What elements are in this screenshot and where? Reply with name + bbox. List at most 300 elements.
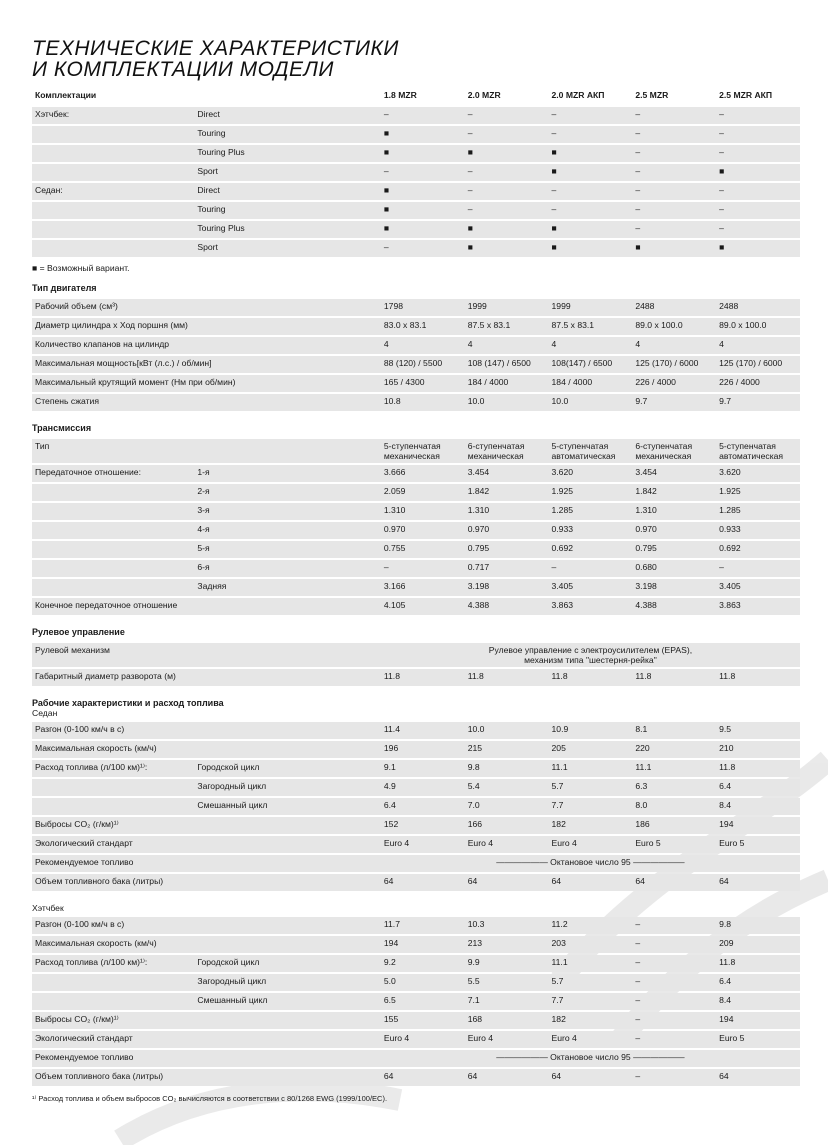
gear-label: 2-я	[194, 484, 381, 501]
fuel-consumption-row	[32, 955, 800, 972]
value-cell: 1999	[549, 299, 633, 316]
value-cell: 11.1	[549, 760, 633, 777]
fuel-consumption-row	[32, 760, 800, 777]
value-cell: 168	[465, 1012, 549, 1029]
row-label: Расход топлива (л/100 км)¹⁾:	[32, 760, 194, 777]
row-label	[32, 579, 194, 596]
engine-row	[32, 337, 800, 354]
row-label: Максимальная скорость (км/ч)	[32, 936, 381, 953]
gear-ratio-row	[32, 541, 800, 558]
row-label: Разгон (0-100 км/ч в с)	[32, 917, 381, 934]
value-cell: 1.285	[549, 503, 633, 520]
fuel-consumption-row	[32, 779, 800, 796]
value-cell: 213	[465, 936, 549, 953]
value-cell: Euro 4	[549, 1031, 633, 1048]
row-label	[32, 779, 194, 796]
value-cell: 3.405	[549, 579, 633, 596]
value-cell: 3.620	[549, 465, 633, 482]
hatch-subheading: Хэтчбек	[32, 903, 64, 913]
value-cell: –	[632, 145, 716, 162]
legend: ■ = Возможный вариант.	[32, 263, 130, 273]
engine-row	[32, 356, 800, 373]
engine-heading: Тип двигателя	[32, 283, 97, 293]
value-cell: 8.1	[632, 722, 716, 739]
trim-name: Touring Plus	[194, 145, 381, 162]
value-cell: 203	[549, 936, 633, 953]
value-cell: –	[632, 1012, 716, 1029]
value-cell: Euro 5	[716, 836, 800, 853]
row-label	[32, 798, 194, 815]
value-cell: 194	[716, 1012, 800, 1029]
row-label: Передаточное отношение:	[32, 465, 194, 482]
hatch-performance-table	[32, 915, 800, 1088]
value-cell: 2488	[632, 299, 716, 316]
value-cell: 4	[381, 337, 465, 354]
steering-table	[32, 641, 800, 688]
row-label	[32, 484, 194, 501]
cycle-label: Смешанный цикл	[194, 993, 381, 1010]
value-cell: 210	[716, 741, 800, 758]
value-cell: 4.388	[465, 598, 549, 615]
value-cell: Euro 4	[465, 836, 549, 853]
value-cell: 6.4	[381, 798, 465, 815]
model-header: 2.5 MZR АКП	[719, 90, 773, 100]
value-cell: 9.8	[465, 760, 549, 777]
value-cell: 87.5 x 83.1	[465, 318, 549, 335]
value-cell: 1.310	[632, 503, 716, 520]
gear-label: Задняя	[194, 579, 381, 596]
value-cell: 1.842	[465, 484, 549, 501]
value-cell: 0.692	[549, 541, 633, 558]
row-label	[32, 503, 194, 520]
page-title	[32, 38, 796, 80]
spec-table	[32, 86, 800, 259]
row-label: Конечное передаточное отношение	[32, 598, 381, 615]
value-cell: 7.1	[465, 993, 549, 1010]
fuel-tank-row	[32, 874, 800, 891]
value-cell: 5.7	[549, 779, 633, 796]
value-cell: 10.9	[549, 722, 633, 739]
value-cell: –	[381, 164, 465, 181]
value-cell: 5-ступенчатая механическая	[381, 439, 465, 463]
row-label: Тип	[32, 439, 381, 463]
value-cell: 4	[465, 337, 549, 354]
value-cell: 0.970	[381, 522, 465, 539]
steering-line-2: механизм типа "шестерня-рейка"	[524, 655, 657, 665]
row-label: Рулевой механизм	[32, 643, 381, 667]
recommended-fuel-value: —————— Октановое число 95 ——————	[381, 855, 800, 872]
value-cell: 220	[632, 741, 716, 758]
row-label	[32, 541, 194, 558]
gear-ratio-row	[32, 522, 800, 539]
value-cell: ■	[549, 164, 633, 181]
value-cell: 0.680	[632, 560, 716, 577]
value-cell: 11.1	[549, 955, 633, 972]
value-cell: –	[632, 1069, 716, 1086]
value-cell: 89.0 x 100.0	[632, 318, 716, 335]
value-cell: 64	[549, 1069, 633, 1086]
row-label: Степень сжатия	[32, 394, 381, 411]
row-label: Разгон (0-100 км/ч в с)	[32, 722, 381, 739]
fuel-consumption-row	[32, 974, 800, 991]
row-label: Количество клапанов на цилиндр	[32, 337, 381, 354]
value-cell: 9.7	[632, 394, 716, 411]
value-cell: 6.4	[716, 779, 800, 796]
value-cell: 3.198	[465, 579, 549, 596]
value-cell: 3.166	[381, 579, 465, 596]
recommended-fuel-value: —————— Октановое число 95 ——————	[381, 1050, 800, 1067]
row-label: Диаметр цилиндра х Ход поршня (мм)	[32, 318, 381, 335]
value-cell: 3.198	[632, 579, 716, 596]
value-cell: –	[549, 107, 633, 124]
steering-mechanism-value	[381, 643, 800, 667]
value-cell: 10.0	[465, 394, 549, 411]
trim-name: Touring Plus	[194, 221, 381, 238]
value-cell: 226 / 4000	[632, 375, 716, 392]
value-cell: 1.925	[549, 484, 633, 501]
value-cell: 64	[716, 874, 800, 891]
value-cell: 11.8	[381, 669, 465, 686]
model-header: 2.0 MZR	[467, 90, 501, 100]
value-cell: –	[632, 202, 716, 219]
value-cell: 184 / 4000	[549, 375, 633, 392]
cycle-label: Загородный цикл	[194, 779, 381, 796]
value-cell: 0.795	[632, 541, 716, 558]
value-cell: 165 / 4300	[381, 375, 465, 392]
value-cell: 5.7	[549, 974, 633, 991]
gear-ratio-row	[32, 503, 800, 520]
value-cell: 1.925	[716, 484, 800, 501]
value-cell: 209	[716, 936, 800, 953]
value-cell: ■	[381, 145, 465, 162]
value-cell: 8.0	[632, 798, 716, 815]
value-cell: 10.8	[381, 394, 465, 411]
value-cell: 11.8	[632, 669, 716, 686]
trims-header: Комплектации	[35, 90, 97, 100]
value-cell: 89.0 x 100.0	[716, 318, 800, 335]
row-label: Максимальный крутящий момент (Нм при об/мин)	[32, 375, 381, 392]
value-cell: Euro 5	[632, 836, 716, 853]
row-label	[32, 974, 194, 991]
value-cell: Euro 4	[381, 836, 465, 853]
row-label: Выбросы CO₂ (г/км)¹⁾	[32, 817, 381, 834]
turning-circle-row	[32, 669, 800, 686]
value-cell: 64	[549, 874, 633, 891]
value-cell: –	[632, 221, 716, 238]
value-cell: 11.8	[716, 760, 800, 777]
value-cell: 0.692	[716, 541, 800, 558]
co2-row	[32, 1012, 800, 1029]
value-cell: –	[381, 560, 465, 577]
value-cell: 3.454	[632, 465, 716, 482]
value-cell: ■	[381, 202, 465, 219]
value-cell: 0.970	[632, 522, 716, 539]
value-cell: 4	[549, 337, 633, 354]
recommended-fuel-row	[32, 1050, 800, 1067]
gear-label: 3-я	[194, 503, 381, 520]
value-cell: 11.8	[716, 955, 800, 972]
value-cell: 215	[465, 741, 549, 758]
fuel-consumption-row	[32, 993, 800, 1010]
value-cell: 3.863	[549, 598, 633, 615]
model-header: 2.0 MZR АКП	[551, 90, 605, 100]
value-cell: 11.8	[716, 669, 800, 686]
value-cell: 155	[381, 1012, 465, 1029]
trim-name: Direct	[194, 107, 381, 124]
value-cell: Euro 5	[716, 1031, 800, 1048]
value-cell: 64	[716, 1069, 800, 1086]
row-label: Выбросы CO₂ (г/км)¹⁾	[32, 1012, 381, 1029]
row-label	[32, 560, 194, 577]
value-cell: –	[632, 993, 716, 1010]
value-cell: 9.1	[381, 760, 465, 777]
value-cell: 4	[716, 337, 800, 354]
value-cell: 3.863	[716, 598, 800, 615]
value-cell: 5.0	[381, 974, 465, 991]
trim-row	[32, 221, 800, 238]
value-cell: 182	[549, 817, 633, 834]
value-cell: 194	[716, 817, 800, 834]
gear-ratio-row	[32, 484, 800, 501]
value-cell: 8.4	[716, 993, 800, 1010]
trim-row	[32, 202, 800, 219]
value-cell: Euro 4	[465, 1031, 549, 1048]
steering-mechanism-row	[32, 643, 800, 667]
value-cell: Euro 4	[549, 836, 633, 853]
value-cell: 184 / 4000	[465, 375, 549, 392]
max-speed-row	[32, 741, 800, 758]
value-cell: ■	[381, 183, 465, 200]
value-cell: –	[465, 164, 549, 181]
row-label: Рекомендуемое топливо	[32, 855, 381, 872]
value-cell: 6-ступенчатая механическая	[632, 439, 716, 463]
trim-row	[32, 145, 800, 162]
trims-header-row	[32, 88, 800, 105]
trim-row	[32, 126, 800, 143]
value-cell: 64	[465, 1069, 549, 1086]
value-cell: 0.933	[549, 522, 633, 539]
value-cell: 205	[549, 741, 633, 758]
value-cell: 194	[381, 936, 465, 953]
value-cell: 1798	[381, 299, 465, 316]
row-label: Расход топлива (л/100 км)¹⁾:	[32, 955, 194, 972]
value-cell: 11.8	[549, 669, 633, 686]
value-cell: 4.388	[632, 598, 716, 615]
cycle-label: Смешанный цикл	[194, 798, 381, 815]
value-cell: 6.3	[632, 779, 716, 796]
value-cell: 9.2	[381, 955, 465, 972]
value-cell: 11.7	[381, 917, 465, 934]
row-label: Рекомендуемое топливо	[32, 1050, 381, 1067]
value-cell: 11.8	[465, 669, 549, 686]
value-cell: –	[549, 126, 633, 143]
model-header: 2.5 MZR	[635, 90, 669, 100]
value-cell: 3.454	[465, 465, 549, 482]
steering-line-1: Рулевое управление с электроусилителем (EPAS),	[488, 645, 693, 655]
value-cell: 152	[381, 817, 465, 834]
transmission-type-row	[32, 439, 800, 463]
footnote: ¹⁾ Расход топлива и объем выбросов CO₂ вычисляются в соответствии с 80/1268 EWG (1999/100/EC).	[32, 1094, 388, 1103]
cycle-label: Городской цикл	[194, 955, 381, 972]
value-cell: 11.4	[381, 722, 465, 739]
recommended-fuel-row	[32, 855, 800, 872]
value-cell: 7.7	[549, 798, 633, 815]
value-cell: ■	[465, 221, 549, 238]
trim-name: Touring	[194, 126, 381, 143]
fuel-consumption-row	[32, 798, 800, 815]
value-cell: 3.405	[716, 579, 800, 596]
row-label: Максимальная мощность[кВт (л.с.) / об/мин]	[32, 356, 381, 373]
value-cell: 166	[465, 817, 549, 834]
value-cell: 7.7	[549, 993, 633, 1010]
value-cell: ■	[465, 240, 549, 257]
value-cell: –	[632, 955, 716, 972]
value-cell: Euro 4	[381, 1031, 465, 1048]
gear-ratio-row	[32, 579, 800, 596]
value-cell: 11.1	[632, 760, 716, 777]
value-cell: 108(147) / 6500	[549, 356, 633, 373]
gear-label: 6-я	[194, 560, 381, 577]
value-cell: 5-ступенчатая автоматическая	[549, 439, 633, 463]
value-cell: –	[632, 183, 716, 200]
body-type-label	[32, 202, 194, 219]
value-cell: ■	[549, 240, 633, 257]
max-speed-row	[32, 936, 800, 953]
value-cell: 8.4	[716, 798, 800, 815]
body-type-label	[32, 164, 194, 181]
value-cell: 87.5 x 83.1	[549, 318, 633, 335]
engine-row	[32, 375, 800, 392]
value-cell: 9.9	[465, 955, 549, 972]
value-cell: 9.7	[716, 394, 800, 411]
trim-name: Sport	[194, 240, 381, 257]
value-cell: ■	[549, 221, 633, 238]
title-line-2: И КОМПЛЕКТАЦИИ МОДЕЛИ	[32, 58, 334, 81]
value-cell: 3.666	[381, 465, 465, 482]
value-cell: 226 / 4000	[716, 375, 800, 392]
row-label: Объем топливного бака (литры)	[32, 1069, 381, 1086]
acceleration-row	[32, 722, 800, 739]
value-cell: ■	[716, 164, 800, 181]
row-label: Габаритный диаметр разворота (м)	[32, 669, 381, 686]
value-cell: 64	[465, 874, 549, 891]
value-cell: 9.8	[716, 917, 800, 934]
trim-name: Sport	[194, 164, 381, 181]
value-cell: –	[632, 936, 716, 953]
value-cell: –	[716, 183, 800, 200]
body-type-label	[32, 221, 194, 238]
row-label: Экологический стандарт	[32, 1031, 381, 1048]
value-cell: –	[716, 145, 800, 162]
value-cell: –	[381, 107, 465, 124]
value-cell: –	[716, 221, 800, 238]
value-cell: –	[465, 202, 549, 219]
co2-row	[32, 817, 800, 834]
value-cell: 83.0 x 83.1	[381, 318, 465, 335]
value-cell: 196	[381, 741, 465, 758]
value-cell: 5.4	[465, 779, 549, 796]
row-label: Рабочий объем (см³)	[32, 299, 381, 316]
eco-standard-row	[32, 1031, 800, 1048]
value-cell: ■	[381, 221, 465, 238]
value-cell: 64	[632, 874, 716, 891]
value-cell: 125 (170) / 6000	[716, 356, 800, 373]
gear-label: 1-я	[194, 465, 381, 482]
value-cell: –	[632, 917, 716, 934]
value-cell: 10.0	[549, 394, 633, 411]
value-cell: ■	[716, 240, 800, 257]
value-cell: –	[716, 107, 800, 124]
transmission-heading: Трансмиссия	[32, 423, 92, 433]
value-cell: 2.059	[381, 484, 465, 501]
value-cell: –	[549, 202, 633, 219]
value-cell: –	[632, 164, 716, 181]
value-cell: 10.3	[465, 917, 549, 934]
value-cell: 2488	[716, 299, 800, 316]
value-cell: 6.4	[716, 974, 800, 991]
row-label: Объем топливного бака (литры)	[32, 874, 381, 891]
body-type-label: Хэтчбек:	[32, 107, 194, 124]
eco-standard-row	[32, 836, 800, 853]
value-cell: ■	[465, 145, 549, 162]
value-cell: 0.795	[465, 541, 549, 558]
value-cell: 6-ступенчатая механическая	[465, 439, 549, 463]
value-cell: 186	[632, 817, 716, 834]
value-cell: 1.310	[381, 503, 465, 520]
trim-row	[32, 164, 800, 181]
value-cell: 3.620	[716, 465, 800, 482]
trim-name: Touring	[194, 202, 381, 219]
trim-name: Direct	[194, 183, 381, 200]
value-cell: ■	[381, 126, 465, 143]
model-header: 1.8 MZR	[383, 90, 417, 100]
row-label: Экологический стандарт	[32, 836, 381, 853]
value-cell: 182	[549, 1012, 633, 1029]
value-cell: 88 (120) / 5500	[381, 356, 465, 373]
value-cell: –	[632, 126, 716, 143]
value-cell: –	[465, 107, 549, 124]
value-cell: 0.970	[465, 522, 549, 539]
value-cell: –	[632, 107, 716, 124]
body-type-label: Седан:	[32, 183, 194, 200]
body-type-label	[32, 145, 194, 162]
engine-table	[32, 297, 800, 413]
value-cell: –	[465, 126, 549, 143]
acceleration-row	[32, 917, 800, 934]
value-cell: 125 (170) / 6000	[632, 356, 716, 373]
row-label	[32, 993, 194, 1010]
value-cell: –	[549, 560, 633, 577]
value-cell: 1.842	[632, 484, 716, 501]
engine-row	[32, 318, 800, 335]
engine-row	[32, 299, 800, 316]
value-cell: 4	[632, 337, 716, 354]
trim-row	[32, 183, 800, 200]
transmission-table	[32, 437, 800, 617]
trim-row	[32, 107, 800, 124]
gear-label: 5-я	[194, 541, 381, 558]
value-cell: 9.5	[716, 722, 800, 739]
title-line-1: ТЕХНИЧЕСКИЕ ХАРАКТЕРИСТИКИ	[32, 37, 399, 60]
fuel-tank-row	[32, 1069, 800, 1086]
final-drive-row	[32, 598, 800, 615]
value-cell: 64	[381, 1069, 465, 1086]
value-cell: 1999	[465, 299, 549, 316]
value-cell: 0.933	[716, 522, 800, 539]
engine-row	[32, 394, 800, 411]
body-type-label	[32, 240, 194, 257]
body-type-label	[32, 126, 194, 143]
